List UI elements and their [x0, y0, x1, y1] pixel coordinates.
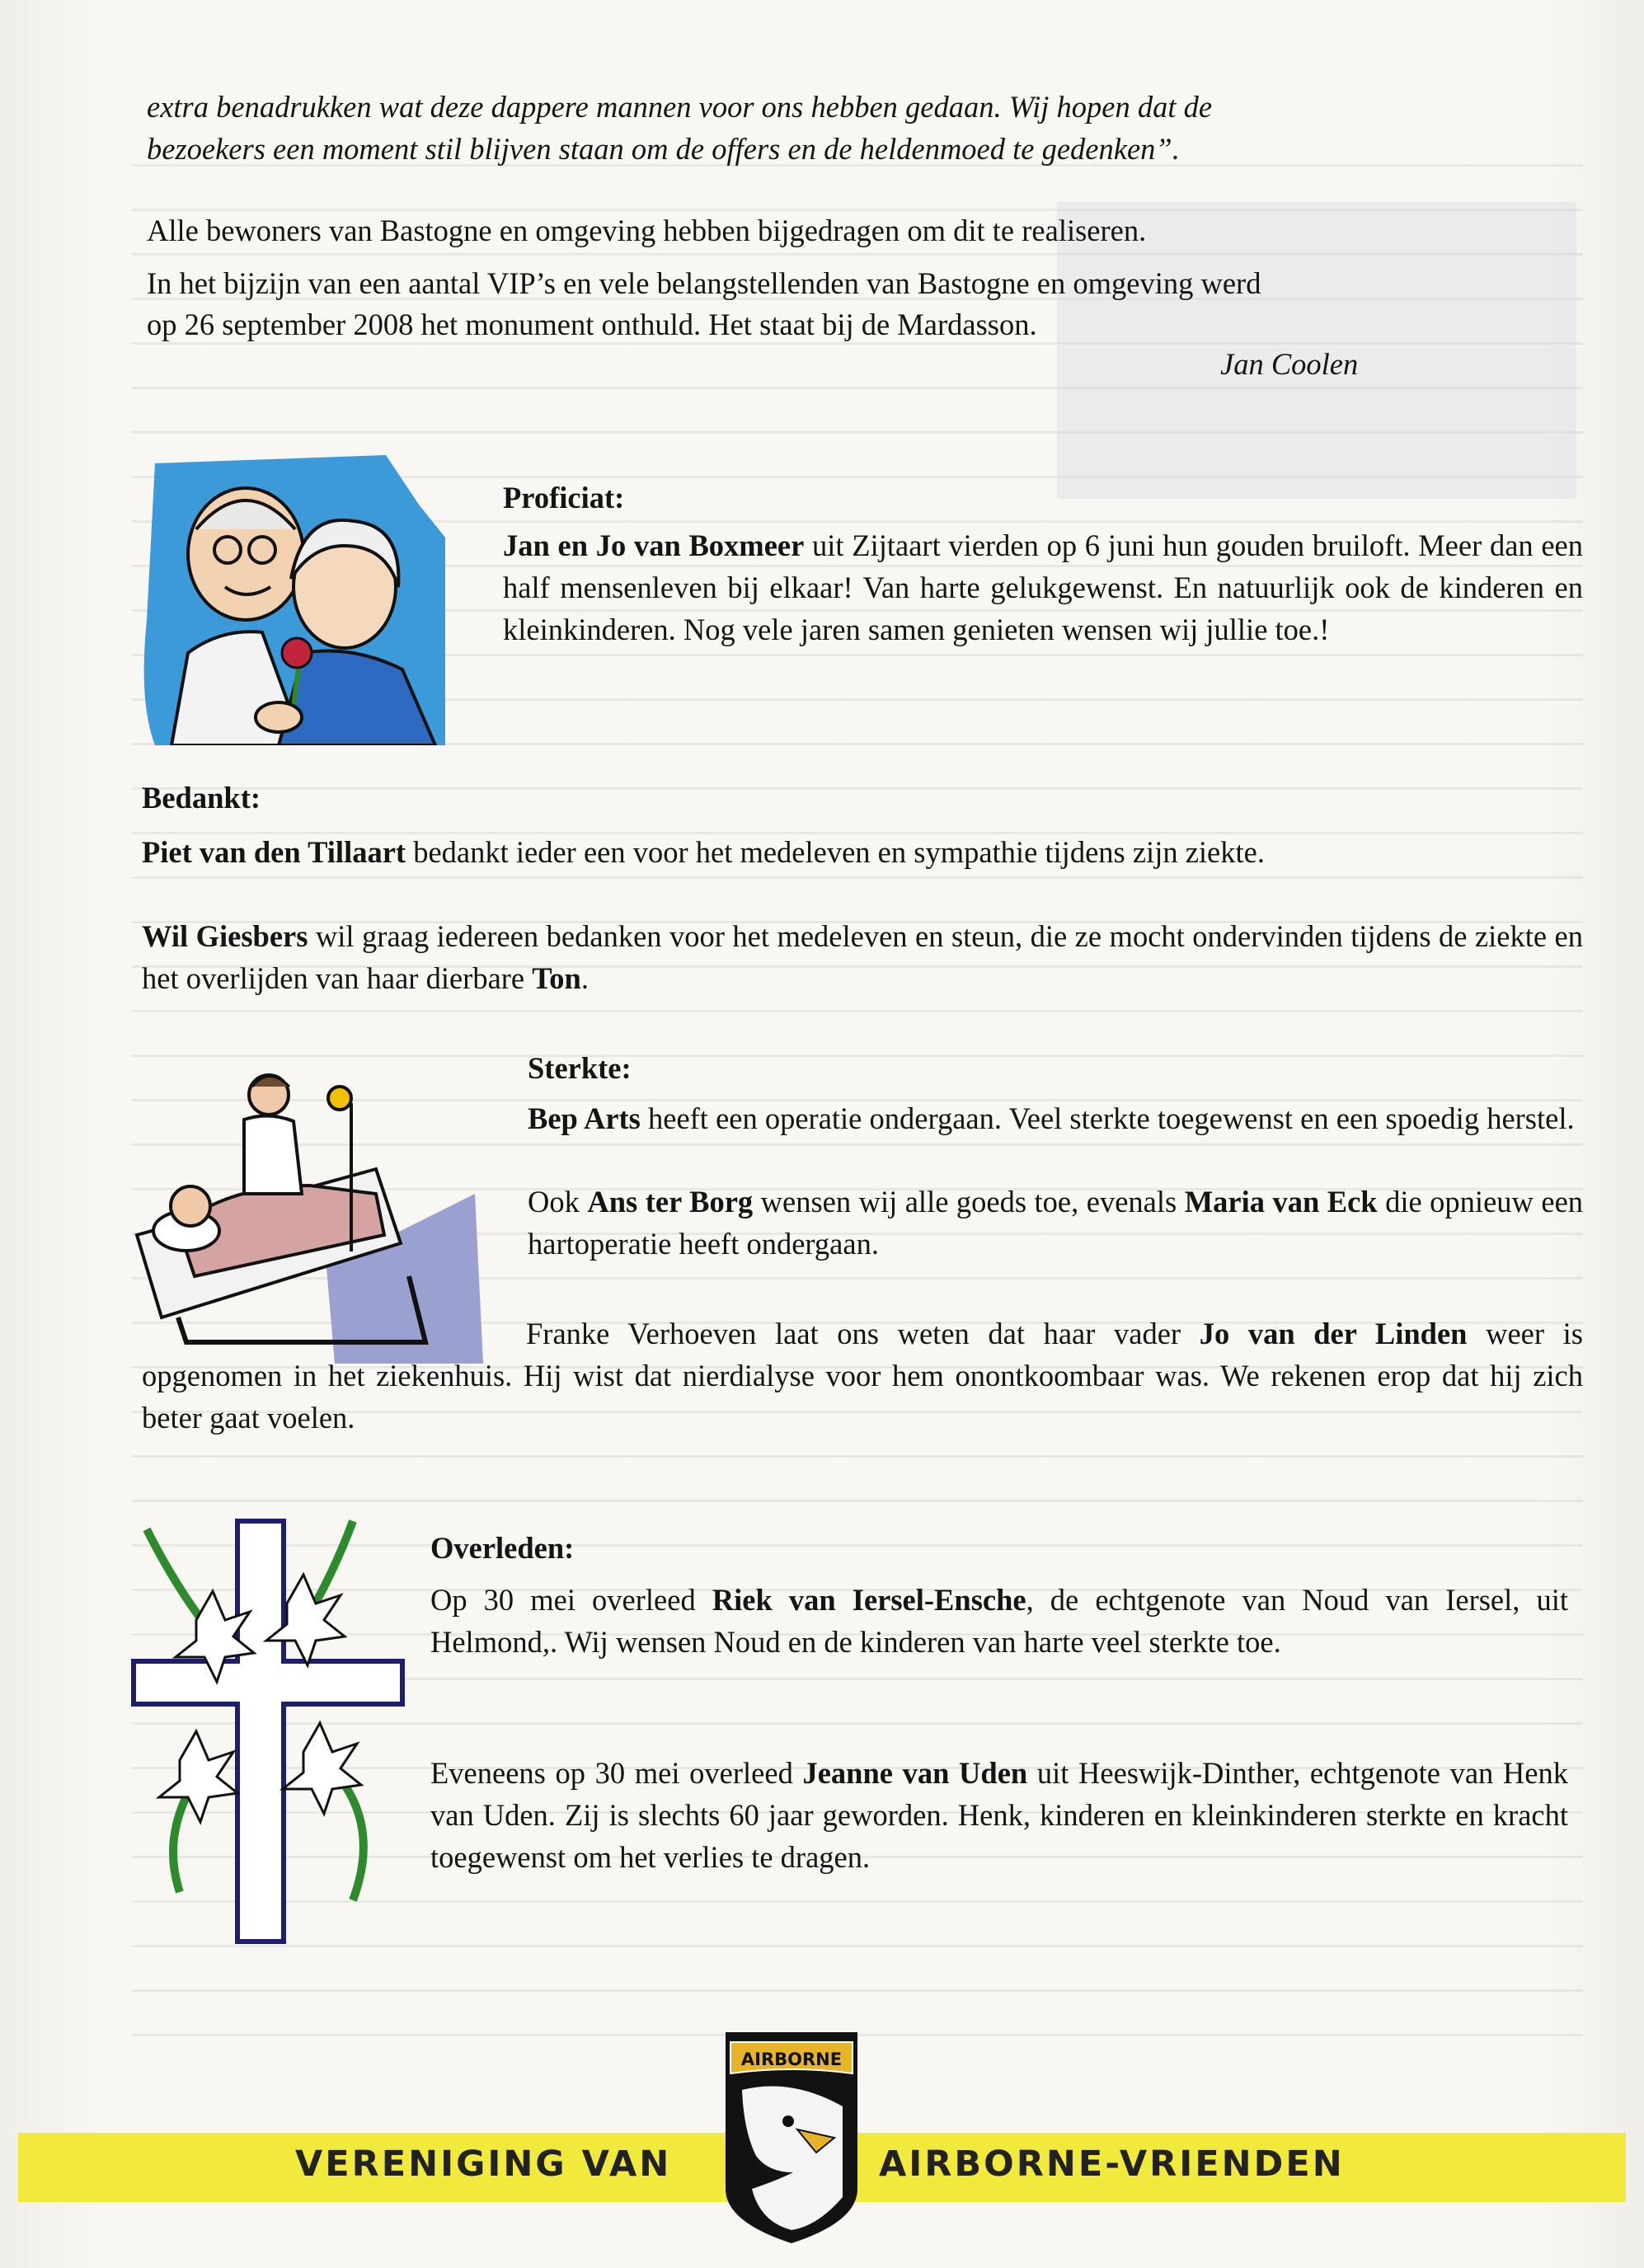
badge-label: AIRBORNE [740, 2050, 843, 2069]
sterkte-paragraph-3: Franke Verhoeven laat ons weten dat haar vader Jo van der Linden weer is opgenomen in het ziekenhuis. Hij wist dat nierdialyse voor hem onontkoombaar was. We rekenen erop dat hij zich beter gaat voelen. [142, 1317, 1583, 1435]
quote-line-1: extra benadrukken wat deze dappere mannen voor ons hebben gedaan. Wij hopen dat de [147, 90, 1213, 124]
cross-lilies-clipart-icon [130, 1513, 411, 1950]
footer-left-text: VERENIGING VAN [295, 2144, 672, 2185]
airborne-badge-logo-icon [719, 2032, 864, 2245]
overleden-heading: Overleden: [430, 1531, 575, 1565]
couple-name: Jan en Jo van Boxmeer [503, 528, 805, 562]
intro-line-1: Alle bewoners van Bastogne en omgeving hebben bijgedragen om dit te realiseren. [147, 214, 1147, 247]
bedankt-paragraph-1: Piet van den Tillaart bedankt ieder een voor het medeleven en sympathie tijdens zijn ziekte. [142, 835, 1265, 869]
person-name: Jeanne van Uden [802, 1756, 1028, 1790]
quote-line-2: bezoekers een moment stil blijven staan om de offers en de heldenmoed te gedenken”. [147, 132, 1180, 166]
signature: Jan Coolen [1220, 347, 1359, 381]
sterkte-paragraph-2: Ook Ans ter Borg wensen wij alle goeds toe, evenals Maria van Eck die opnieuw een hartoperatie heeft ondergaan. [528, 1185, 1584, 1261]
proficiat-heading: Proficiat: [503, 481, 625, 514]
person-name: Piet van den Tillaart [142, 835, 406, 869]
sterkte-heading: Sterkte: [528, 1051, 632, 1085]
sterkte-paragraph-1: Bep Arts heeft een operatie ondergaan. Veel sterkte toegewenst en een spoedig herstel. [528, 1101, 1575, 1135]
bedankt-paragraph-2: Wil Giesbers wil graag iedereen bedanken voor het medeleven en steun, die ze mocht ondervinden tijdens de ziekte en het overlijden van haar dierbare Ton. [142, 919, 1583, 995]
proficiat-text: Jan en Jo van Boxmeer uit Zijtaart vierden op 6 juni hun gouden bruiloft. Meer dan een half mensenleven bij elkaar! Van harte gelukgewenst. En natuurlijk ook de kinderen en kleinkinderen. Nog vele jaren samen genieten wensen wij jullie toe.! [503, 528, 1584, 646]
overleden-paragraph-1: Op 30 mei overleed Riek van Iersel-Ensche, de echtgenote van Noud van Iersel, uit Helmond,. Wij wensen Noud en de kinderen van harte veel sterkte toe. [430, 1583, 1569, 1659]
person-name: Maria van Eck [1184, 1185, 1378, 1219]
person-name: Ans ter Borg [587, 1185, 754, 1219]
person-name: Jo van der Linden [1199, 1317, 1468, 1350]
overleden-paragraph-2: Eveneens op 30 mei overleed Jeanne van Uden uit Heeswijk-Dinther, echtgenote van Henk van Uden. Zij is slechts 60 jaar geworden. Henk, kinderen en kleinkinderen sterkte en kracht toegewenst om het verlies te dragen. [430, 1756, 1568, 1874]
person-name: Bep Arts [528, 1101, 641, 1135]
couple-clipart-icon [139, 455, 445, 745]
bedankt-heading: Bedankt: [142, 781, 261, 815]
person-name: Ton [532, 961, 581, 995]
person-name: Riek van Iersel-Ensche [712, 1583, 1026, 1617]
footer-right-text: AIRBORNE-VRIENDEN [879, 2144, 1345, 2185]
person-name: Wil Giesbers [142, 919, 308, 953]
intro-line-2: In het bijzijn van een aantal VIP’s en vele belangstellenden van Bastogne en omgeving werd [147, 266, 1261, 300]
intro-line-3: op 26 september 2008 het monument onthuld. Het staat bij de Mardasson. [147, 308, 1037, 341]
